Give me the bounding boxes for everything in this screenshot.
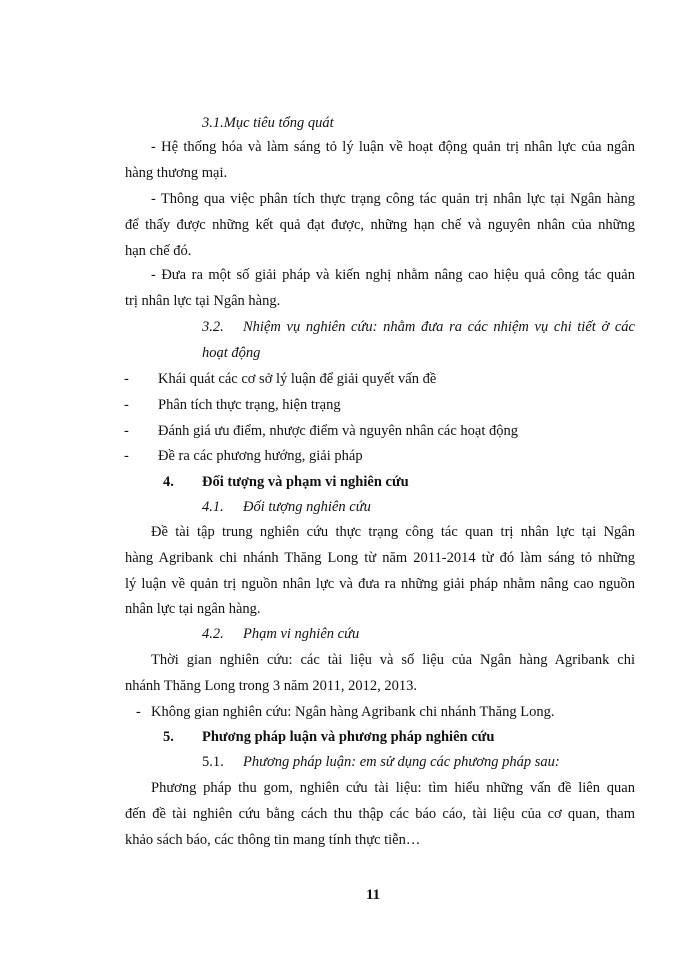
- section-4-2-title: Phạm vi nghiên cứu: [243, 626, 360, 642]
- section-5-number: 5.: [163, 729, 174, 745]
- task-bullet: -: [124, 448, 129, 464]
- paragraph-4-line-1: Đề tài tập trung nghiên cứu thực trạng công tác quan trị nhân lực tại Ngân: [151, 524, 635, 540]
- paragraph-4-line-2: hàng Agribank chi nhánh Thăng Long từ năm 2011-2014 từ đó làm sáng tỏ những: [125, 550, 635, 566]
- task-bullet: -: [124, 397, 129, 413]
- paragraph-6-bullet: -: [136, 704, 141, 720]
- paragraph-6-text: Không gian nghiên cứu: Ngân hàng Agribank chi nhánh Thăng Long.: [151, 704, 555, 720]
- task-item: Đánh giá ưu điểm, nhược điểm và nguyên nhân các hoạt động: [158, 423, 519, 439]
- task-bullet: -: [124, 423, 129, 439]
- section-4-number: 4.: [163, 474, 174, 490]
- paragraph-7-line-2: đến đề tài nghiên cứu bằng cách thu thập các báo cáo, tài liệu của cơ quan, tham: [125, 806, 635, 822]
- task-item: Đề ra các phương hướng, giải pháp: [158, 448, 363, 464]
- section-3-2-number: 3.2.: [202, 319, 224, 335]
- task-item: Khái quát các cơ sở lý luận để giải quyết vấn đề: [158, 371, 437, 387]
- paragraph-1-line-1: - Hệ thống hóa và làm sáng tỏ lý luận về hoạt động quản trị nhân lực của ngân: [151, 139, 635, 155]
- section-3-1-heading: 3.1.Mục tiêu tổng quát: [202, 115, 334, 131]
- section-5-1-number: 5.1.: [202, 754, 224, 770]
- paragraph-4-line-4: nhân lực tại ngân hàng.: [125, 601, 261, 617]
- section-4-title: Đối tượng và phạm vi nghiên cứu: [202, 474, 409, 490]
- page-number: 11: [366, 887, 381, 903]
- paragraph-1-line-2: hàng thương mại.: [125, 165, 228, 181]
- section-4-2-number: 4.2.: [202, 626, 224, 642]
- paragraph-3-line-1: - Đưa ra một số giải pháp và kiến nghị nhằm nâng cao hiệu quả công tác quản: [151, 267, 635, 283]
- paragraph-5-line-2: nhánh Thăng Long trong 3 năm 2011, 2012, 2013.: [125, 678, 417, 694]
- paragraph-5-line-1: Thời gian nghiên cứu: các tài liệu và số liệu của Ngân hàng Agribank chi: [151, 652, 635, 668]
- task-item: Phân tích thực trạng, hiện trạng: [158, 397, 341, 413]
- task-bullet: -: [124, 371, 129, 387]
- paragraph-7-line-3: khảo sách báo, các thông tin mang tính thực tiễn…: [125, 832, 421, 848]
- paragraph-4-line-3: lý luận về quản trị nguồn nhân lực và đưa ra những giải pháp nhằm nâng cao nguồn: [125, 576, 635, 592]
- section-3-2-heading-line-2: hoạt động: [202, 345, 261, 361]
- paragraph-2-line-3: hạn chế đó.: [125, 243, 192, 259]
- paragraph-7-line-1: Phương pháp thu gom, nghiên cứu tài liệu: tìm hiểu những vấn đề liên quan: [151, 780, 635, 796]
- section-4-1-number: 4.1.: [202, 499, 224, 515]
- section-3-2-heading-line-1: Nhiệm vụ nghiên cứu: nhằm đưa ra các nhiệm vụ chi tiết ở các: [243, 319, 635, 335]
- paragraph-2-line-2: để thấy được những kết quả đạt được, những hạn chế và nguyên nhân của những: [125, 217, 635, 233]
- paragraph-2-line-1: - Thông qua việc phân tích thực trạng công tác quản trị nhân lực tại Ngân hàng: [151, 191, 635, 207]
- section-5-1-title: Phương pháp luận: em sử dụng các phương pháp sau:: [243, 754, 560, 770]
- section-5-title: Phương pháp luận và phương pháp nghiên cứu: [202, 729, 495, 745]
- paragraph-3-line-2: trị nhân lực tại Ngân hàng.: [125, 293, 281, 309]
- section-4-1-title: Đối tượng nghiên cứu: [243, 499, 371, 515]
